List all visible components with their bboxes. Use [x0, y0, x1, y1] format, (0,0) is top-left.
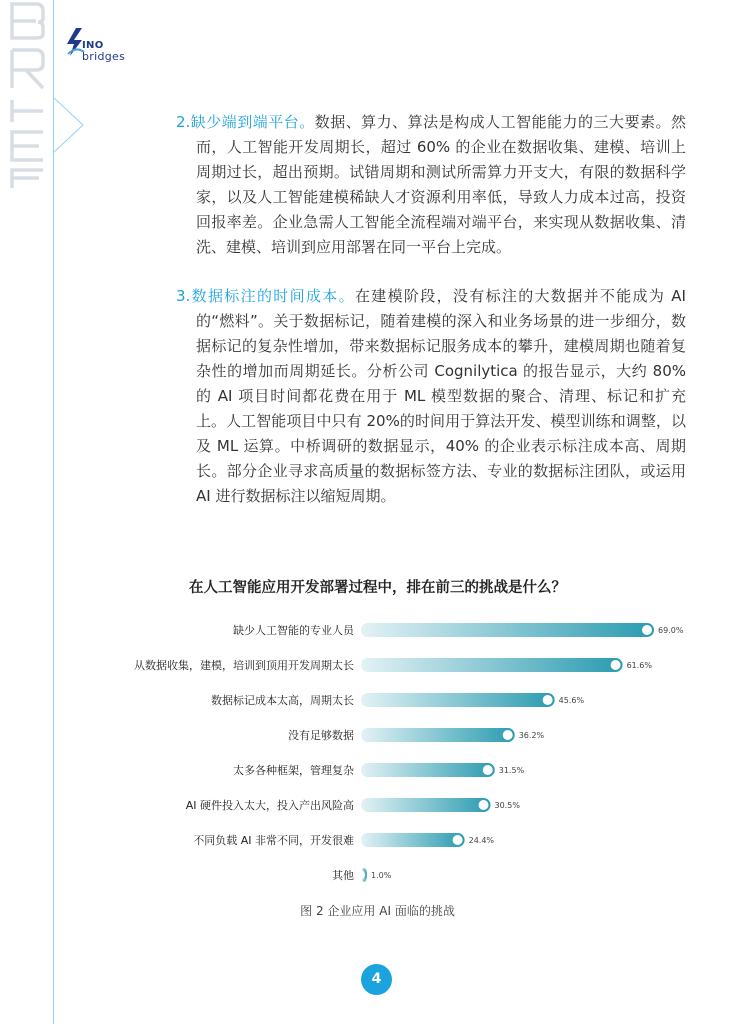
bar-end-marker	[642, 625, 652, 635]
value-label: 45.6%	[558, 696, 585, 705]
bar	[361, 693, 555, 707]
paragraph-number: 2.	[176, 113, 191, 131]
paragraph-data-labeling-cost	[176, 284, 686, 509]
figure-caption: 图 2 企业应用 AI 面临的挑战	[300, 904, 455, 918]
category-label: 不同负载 AI 非常不同，开发很难	[193, 834, 354, 847]
bar-end-marker	[483, 765, 493, 775]
value-label: 30.5%	[494, 801, 520, 810]
brief-vertical-wordmark	[6, 0, 46, 190]
bar-end-marker	[611, 660, 621, 670]
paragraph-body: 在建模阶段，没有标注的大数据并不能成为 AI 的“燃料”。关于数据标记，随着建模的深入和业务场景的进一步细分，数据标记的复杂性增加，带来数据标记服务成本的攀升，建模周期也随着复杂性的增加而周期延长。分析公司 Cognilytica 的报告显示，大约 80% 的 AI 项目时间都花费在用于 ML 模型数据的聚合、清理、标记和扩充上。人工智能项目中只有 20%的时间用于算法开发、模型训练和调整，以及 ML 运算。中桥调研的数据显示，40% 的企业表示标注成本高、周期长。部分企业寻求高质量的数据标签方法、专业的数据标注团队，或运用 AI 进行数据标注以缩短周期。	[196, 287, 686, 505]
bar-end-marker	[355, 870, 365, 880]
paragraph-body: 数据、算力、算法是构成人工智能能力的三大要素。然而，人工智能开发周期长，超过 60% 的企业在数据收集、建模、培训上周期过长，超出预期。试错周期和测试所需算力开支大，有限的数据科学家，以及人工智能建模稀缺人才资源利用率低，导致人力成本过高，投资回报率差。企业急需人工智能全流程端对端平台，来实现从数据收集、清洗、建模、培训到应用部署在同一平台上完成。	[196, 113, 686, 256]
chevron-right-icon	[53, 95, 85, 155]
logo-line-1: INO	[82, 40, 104, 51]
paragraph-number: 3.	[176, 287, 191, 305]
value-label: 24.4%	[468, 836, 495, 845]
paragraph-heading: 缺少端到端平台。	[190, 113, 315, 131]
logo-line-2: bridges	[82, 50, 126, 63]
paragraph-end-to-end-platform	[176, 110, 686, 260]
bar	[361, 623, 654, 637]
challenges-bar-chart	[0, 610, 755, 890]
value-label: 61.6%	[626, 661, 652, 670]
chart-title: 在人工智能应用开发部署过程中，排在前三的挑战是什么？	[189, 580, 566, 596]
category-label: 太多各种框架，管理复杂	[233, 764, 354, 777]
value-label: 31.5%	[498, 766, 525, 775]
bar-end-marker	[479, 800, 489, 810]
bar-end-marker	[543, 695, 553, 705]
bar	[361, 798, 491, 812]
bar	[361, 658, 623, 672]
logo-wordmark	[82, 40, 125, 62]
value-label: 1.0%	[371, 871, 392, 880]
category-label: 缺少人工智能的专业人员	[233, 624, 354, 637]
bar	[361, 833, 465, 847]
value-label: 69.0%	[658, 626, 684, 635]
bar	[361, 763, 495, 777]
bar-end-marker	[453, 835, 463, 845]
bar-end-marker	[503, 730, 513, 740]
category-label: AI 硬件投入太大，投入产出风险高	[185, 799, 354, 812]
paragraph-heading: 数据标注的时间成本。	[190, 287, 355, 305]
category-label: 数据标记成本太高，周期太长	[211, 694, 354, 707]
category-label: 从数据收集，建模，培训到顶用开发周期太长	[134, 659, 354, 672]
category-label: 其他	[332, 869, 354, 882]
category-label: 没有足够数据	[288, 729, 354, 742]
page-number-badge: 4	[361, 964, 392, 995]
bar	[361, 728, 515, 742]
value-label: 36.2%	[518, 731, 545, 740]
body-text	[176, 110, 686, 533]
